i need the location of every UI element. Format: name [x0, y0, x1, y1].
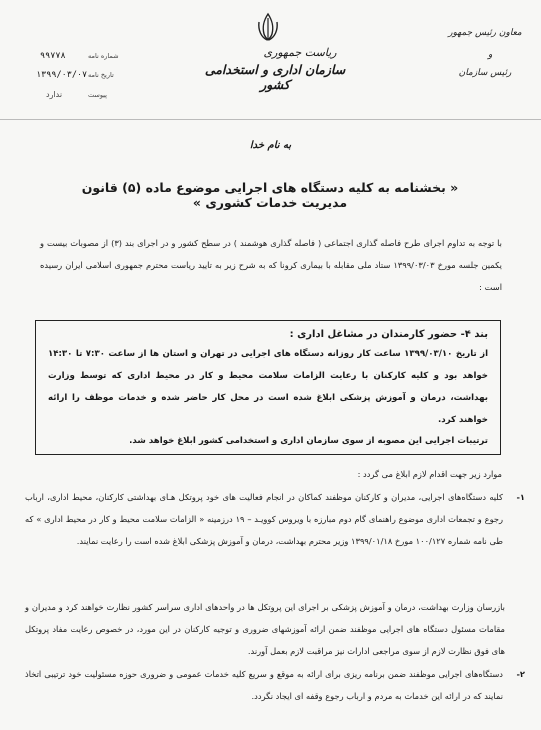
header-divider: [0, 119, 541, 120]
letter-date-label: تاریخ نامه: [88, 71, 114, 79]
handwritten-note-2: و: [488, 50, 493, 60]
org-line-2: سازمان اداری و استخدامی کشور: [204, 62, 346, 92]
attachment-value: ندارد: [46, 90, 63, 99]
resolution-body: از تاریخ ۱۳۹۹/۰۳/۱۰ ساعت کار روزانه دستگاه های اجرایی در تهران و استان ها از ساعت ۷:۳۰ تا ۱۴:۳۰ خواهد بود و کلیه کارکنان با رعایت الزامات سلامت محیط و کار در محیط اداری که توسط وزارت بهداشت، درمان و آموزش پزشکی ابلاغ شده است در محل کار حاضر شده و خدمات موظف را ارائه خواهند کرد.: [48, 349, 489, 425]
instruction-note: موارد زیر جهت اقدام لازم ابلاغ می گردد :: [357, 469, 502, 479]
list-item: کلیه دستگاه‌های اجرایی، مدیران و کارکنان موظفند کماکان در انجام فعالیت های خود پروتکل هـای بهداشتی کارکنان، محیط اداری، ارباب رجوع و تجمعات اداری موضوع راهنمای گام دوم مبارزه با ویروس کوویـد – ۱۹ درزمینه « الزامات سلامت محیط و کار در محیط اداری » که طی نامه شماره ۱۰۰/۱۲۷ مورخ ۱۳۹۹/۰۱/۱۸ وزیر محترم بهداشت، درمان و آموزش پزشکی ابلاغ شده است را رعایت نمایند.: [25, 492, 504, 546]
bismillah: به نام خدا: [249, 140, 292, 151]
emblem-icon: [255, 12, 281, 42]
resolution-box: [35, 320, 501, 455]
handwritten-note-1: معاون رئیس جمهور: [448, 28, 522, 38]
attachment-label: پیوست: [88, 91, 107, 99]
item-number: ۲-: [516, 669, 525, 679]
handwritten-note-3: رئیس سازمان: [458, 68, 512, 78]
letter-number: ۹۹۷۷۸: [40, 51, 66, 61]
letter-date: ۱۳۹۹/۰۳/۰۷: [36, 70, 88, 80]
letter-number-label: شماره نامه: [88, 52, 119, 60]
org-line-1: ریاست جمهوری: [263, 46, 337, 59]
list-item: دستگاه‌های اجرایی موظفند ضمن برنامه ریزی برای ارائه به موقع و سریع کلیه خدمات عمومی و ضروری حوزه مسئولیت خود ترتیبی اتخاذ نمایند که در ارائه این خدمات به مردم و ارباب رجوع وقفه ای ایجاد نگردد.: [25, 669, 503, 701]
list-item: بازرسان وزارت بهداشت، درمان و آموزش پزشکی بر اجرای این پروتکل ها در واحدهای اداری سراسر کشور نظارت خواهند کرد و مدیران و مقامات مسئول دستگاه های اجرایی موظفند ضمن ارائه آموزشهای ضروری و توجیه کارکنان در این مورد، در خصوص رعایت مفاد پروتکل های فوق نظارت لازم از سوی مراجعی ادارات نیز مراقبت لازم بعمل آورند.: [25, 602, 505, 656]
intro-paragraph: با توجه به تداوم اجرای طرح فاصله گذاری اجتماعی ( فاصله گذاری هوشمند ) در سطح کشور و در اجرای بند (۳) از مصوبات بیست و یکمین جلسه مورخ ۱۳۹۹/۰۳/۰۳ ستاد ملی مقابله با بیماری کرونا که به شرح زیر به تایید ریاست محترم جمهوری اسلامی ایران رسیده است :: [40, 238, 502, 292]
item-number: ۱-: [516, 492, 525, 502]
document-title: « بخشنامه به کلیه دستگاه های اجرایی موضوع ماده (۵) قانون مدیریت خدمات کشوری »: [81, 180, 459, 210]
resolution-footer: ترتیبات اجرایی این مصوبه از سوی سازمان اداری و استخدامی کشور ابلاغ خواهد شد.: [129, 436, 488, 446]
resolution-heading: بند ۴- حضور کارمندان در مشاغل اداری :: [289, 329, 488, 340]
